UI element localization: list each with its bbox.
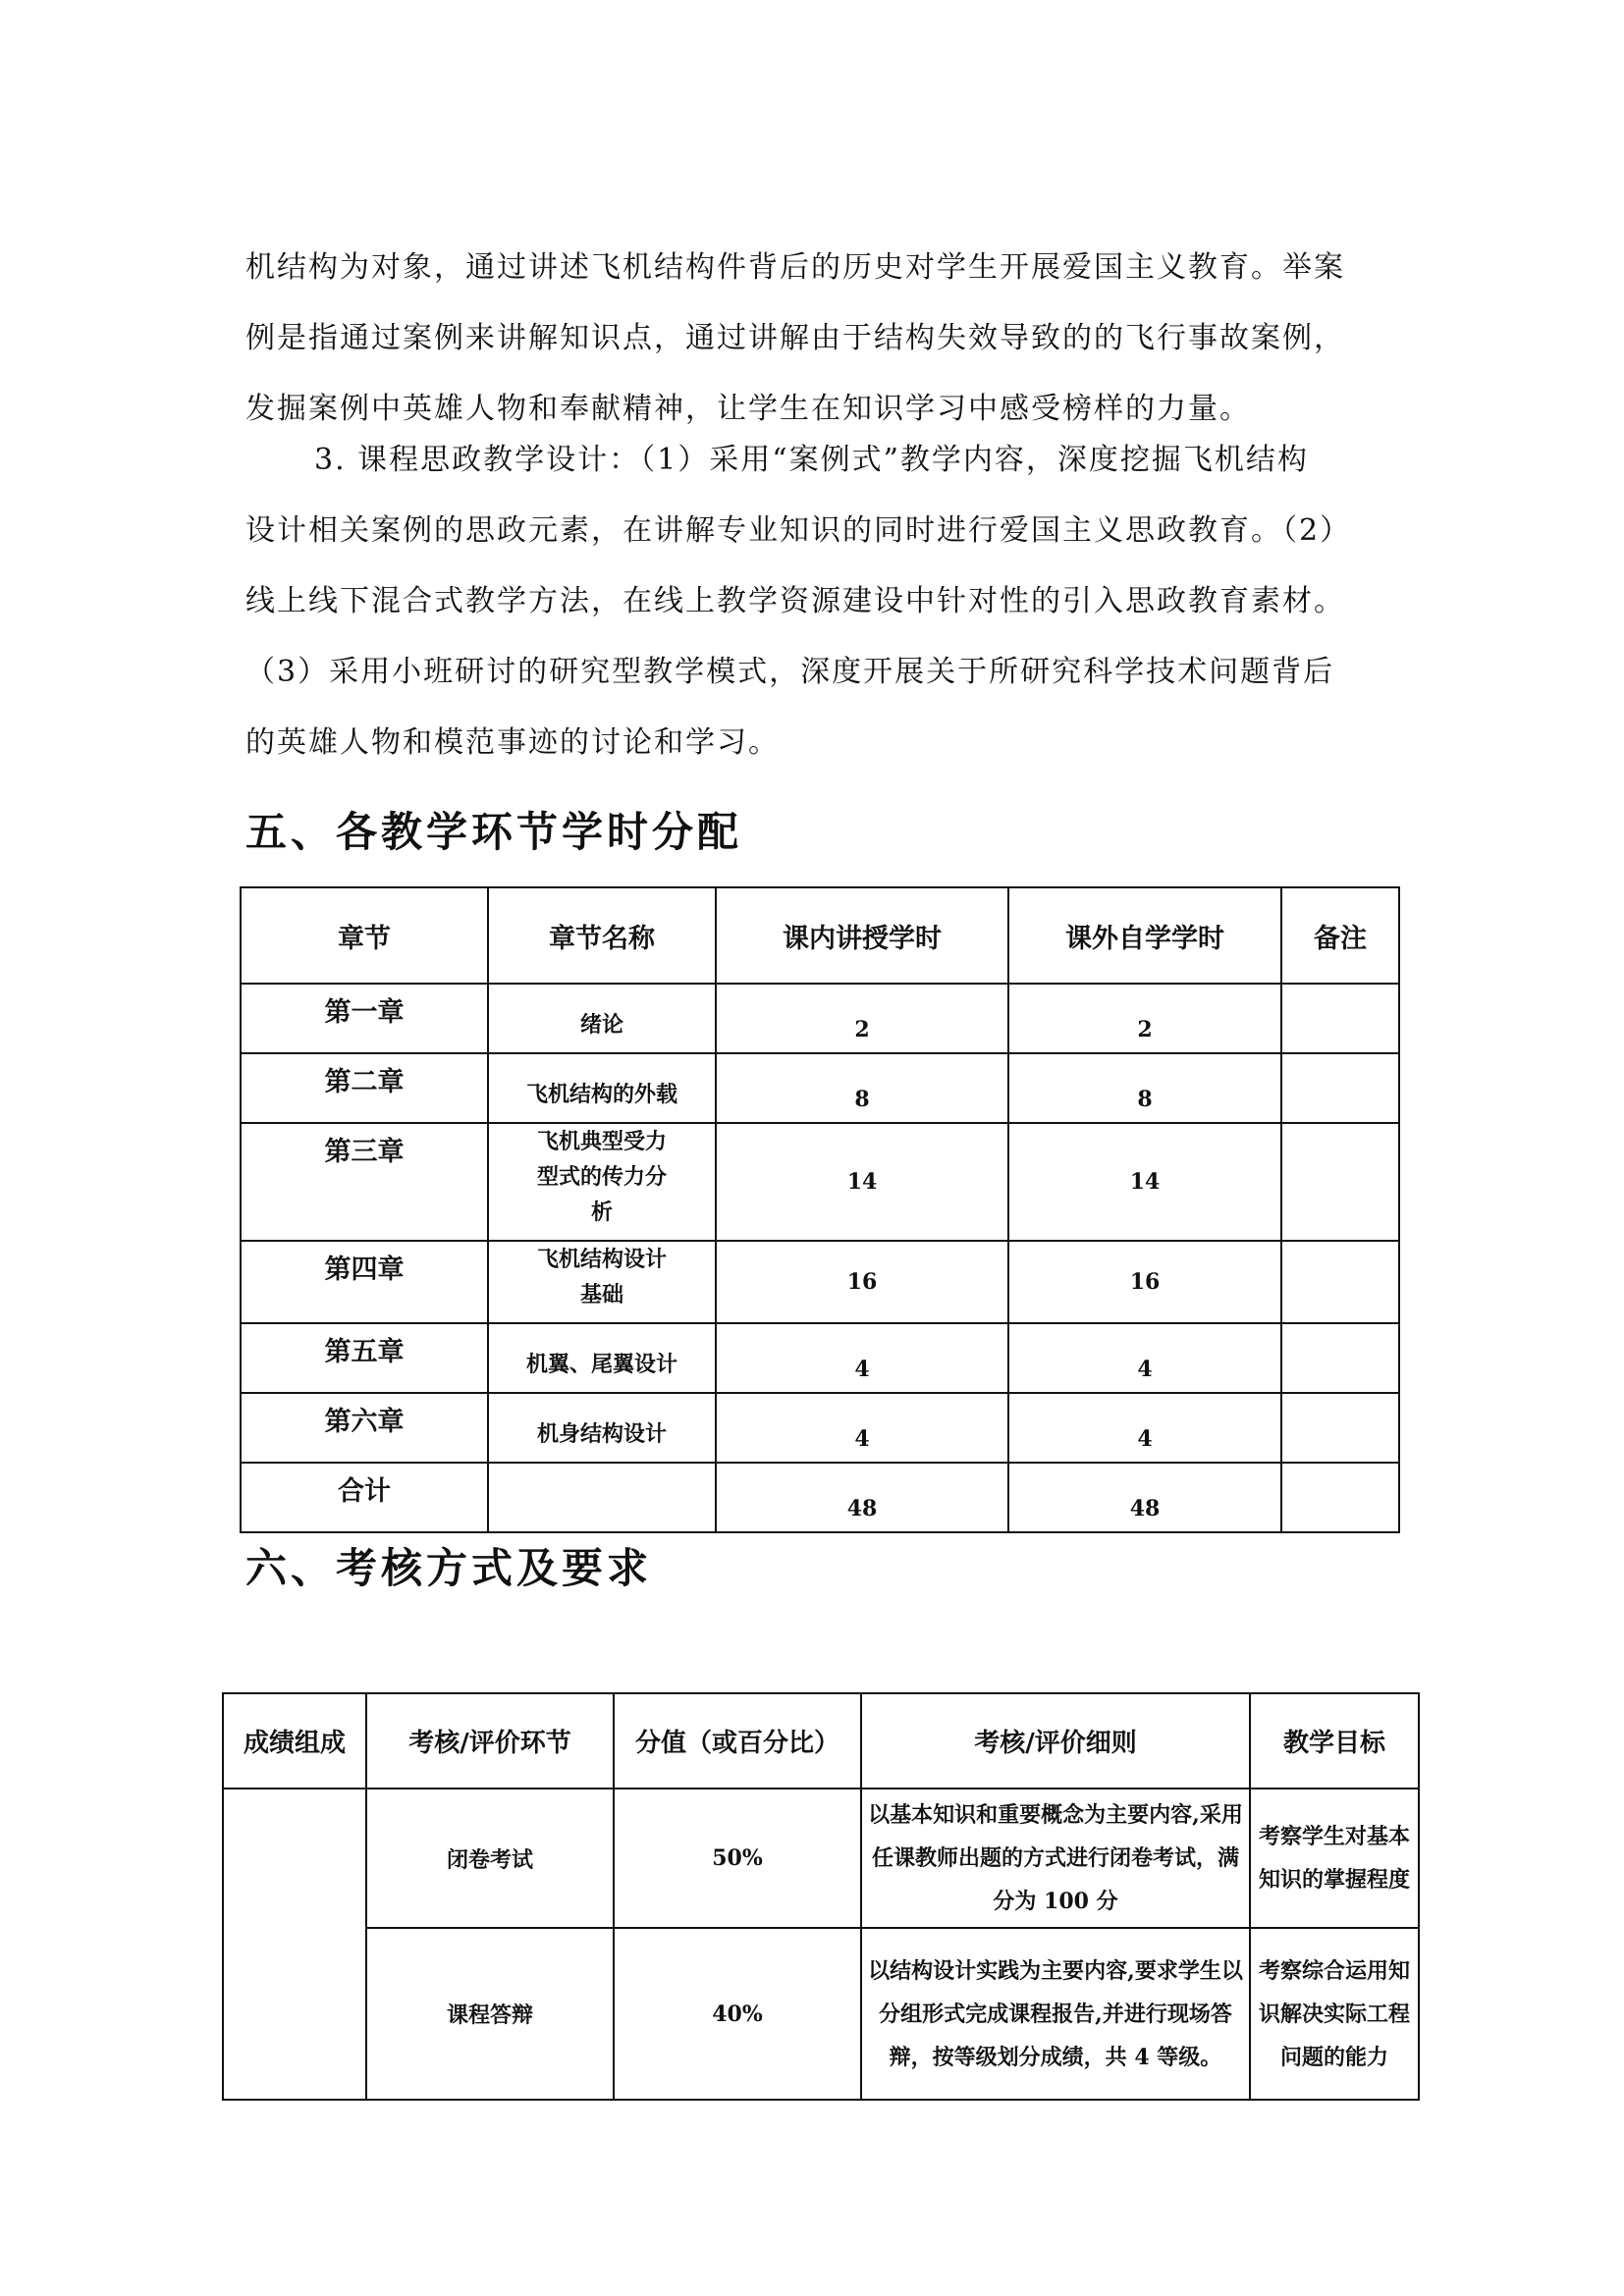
- table-row: [241, 984, 1399, 1053]
- remarks-cell: [1281, 1323, 1399, 1393]
- chapter-name-cell: [488, 1463, 716, 1532]
- paragraph-ideological-design: [245, 425, 1384, 778]
- hours-allocation-table: [240, 886, 1400, 1533]
- lecture-hours-cell: 14: [716, 1123, 1008, 1241]
- header-chapter-name: 章节名称: [488, 887, 716, 984]
- chapter-cell: 第二章: [241, 1053, 488, 1123]
- remarks-cell: [1281, 1393, 1399, 1463]
- header-self-study-hours: 课外自学学时: [1008, 887, 1281, 984]
- lecture-hours-cell: 4: [716, 1393, 1008, 1463]
- self-study-hours-cell: 48: [1008, 1463, 1281, 1532]
- chapter-name-cell: 飞机结构设计基础: [488, 1241, 716, 1323]
- table-header-row: [223, 1693, 1419, 1789]
- remarks-cell: [1281, 984, 1399, 1053]
- paragraph-line: 3. 课程思政教学设计：（1）采用“案例式”教学内容，深度挖掘飞机结构: [314, 443, 1309, 477]
- self-study-hours-cell: 4: [1008, 1393, 1281, 1463]
- chapter-name-cell: 飞机典型受力型式的传力分析: [488, 1123, 716, 1241]
- remarks-cell: [1281, 1241, 1399, 1323]
- chapter-cell: 第一章: [241, 984, 488, 1053]
- lecture-hours-cell: 8: [716, 1053, 1008, 1123]
- table-row: [241, 1241, 1399, 1323]
- header-teaching-goal: 教学目标: [1250, 1693, 1419, 1789]
- header-assessment-link: 考核/评价环节: [366, 1693, 614, 1789]
- chapter-cell: 第四章: [241, 1241, 488, 1323]
- chapter-cell: 合计: [241, 1463, 488, 1532]
- lecture-hours-cell: 4: [716, 1323, 1008, 1393]
- chapter-cell: 第三章: [241, 1123, 488, 1241]
- paragraph-line: 设计相关案例的思政元素，在讲解专业知识的同时进行爱国主义思政教育。（2）: [245, 513, 1352, 548]
- table-row-total: [241, 1463, 1399, 1532]
- paragraph-line: 线上线下混合式教学方法，在线上教学资源建设中针对性的引入思政教育素材。: [245, 584, 1345, 618]
- teaching-goal-cell: 考察综合运用知识解决实际工程问题的能力: [1250, 1928, 1419, 2100]
- score-weight-cell: 40%: [614, 1928, 861, 2100]
- self-study-hours-cell: 4: [1008, 1323, 1281, 1393]
- assessment-link-cell: 闭卷考试: [366, 1789, 614, 1928]
- chapter-cell: 第五章: [241, 1323, 488, 1393]
- chapter-name-cell: 绪论: [488, 984, 716, 1053]
- remarks-cell: [1281, 1053, 1399, 1123]
- self-study-hours-cell: 2: [1008, 984, 1281, 1053]
- remarks-cell: [1281, 1463, 1399, 1532]
- table-row: [241, 1053, 1399, 1123]
- chapter-name-cell: 机翼、尾翼设计: [488, 1323, 716, 1393]
- self-study-hours-cell: 14: [1008, 1123, 1281, 1241]
- header-score-weight: 分值（或百分比）: [614, 1693, 861, 1789]
- lecture-hours-cell: 48: [716, 1463, 1008, 1532]
- paragraph-line: 例是指通过案例来讲解知识点，通过讲解由于结构失效导致的的飞行事故案例，: [245, 321, 1345, 355]
- lecture-hours-cell: 16: [716, 1241, 1008, 1323]
- header-assessment-detail: 考核/评价细则: [861, 1693, 1250, 1789]
- section-heading-assessment: 六、考核方式及要求: [245, 1544, 653, 1592]
- remarks-cell: [1281, 1123, 1399, 1241]
- header-remarks: 备注: [1281, 887, 1399, 984]
- paragraph-line: 发掘案例中英雄人物和奉献精神，让学生在知识学习中感受榜样的力量。: [245, 392, 1251, 426]
- header-lecture-hours: 课内讲授学时: [716, 887, 1008, 984]
- self-study-hours-cell: 8: [1008, 1053, 1281, 1123]
- table-row: [223, 1928, 1419, 2100]
- assessment-table: [222, 1692, 1420, 2101]
- table-header-row: [241, 887, 1399, 984]
- paragraph-line: （3）采用小班研讨的研究型教学模式，深度开展关于所研究科学技术问题背后: [245, 655, 1335, 689]
- section-heading-hours: 五、各教学环节学时分配: [245, 808, 743, 856]
- chapter-name-cell: 飞机结构的外载: [488, 1053, 716, 1123]
- header-grade-composition: 成绩组成: [223, 1693, 366, 1789]
- lecture-hours-cell: 2: [716, 984, 1008, 1053]
- table-row: [241, 1393, 1399, 1463]
- table-row: [241, 1323, 1399, 1393]
- chapter-name-cell: 机身结构设计: [488, 1393, 716, 1463]
- chapter-cell: 第六章: [241, 1393, 488, 1463]
- grade-composition-cell: [223, 1789, 366, 2100]
- paragraph-line: 机结构为对象，通过讲述飞机结构件背后的历史对学生开展爱国主义教育。举案: [245, 250, 1345, 285]
- score-weight-cell: 50%: [614, 1789, 861, 1928]
- assessment-link-cell: 课程答辩: [366, 1928, 614, 2100]
- teaching-goal-cell: 考察学生对基本知识的掌握程度: [1250, 1789, 1419, 1928]
- table-row: [223, 1789, 1419, 1928]
- assessment-detail-cell: 以基本知识和重要概念为主要内容,采用任课教师出题的方式进行闭卷考试，满分为 100 分: [861, 1789, 1250, 1928]
- paragraph-line: 的英雄人物和模范事迹的讨论和学习。: [245, 725, 780, 760]
- table-row: [241, 1123, 1399, 1241]
- self-study-hours-cell: 16: [1008, 1241, 1281, 1323]
- paragraph-ideological-methods: [245, 233, 1384, 445]
- header-chapter: 章节: [241, 887, 488, 984]
- assessment-detail-cell: 以结构设计实践为主要内容,要求学生以分组形式完成课程报告,并进行现场答辩，按等级划分成绩，共 4 等级。: [861, 1928, 1250, 2100]
